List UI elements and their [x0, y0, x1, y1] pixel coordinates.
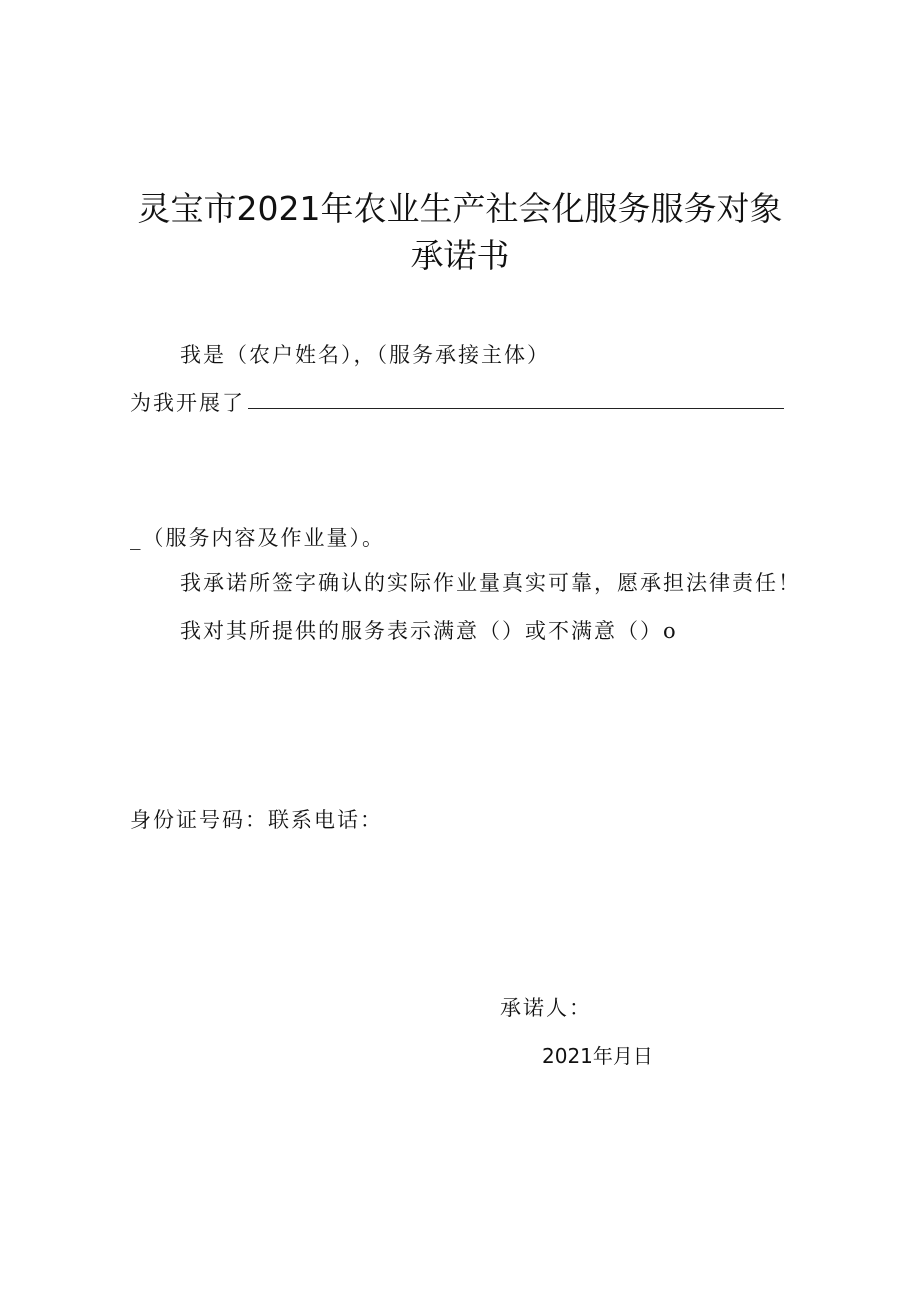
date-line: 2021年月日 — [542, 1044, 653, 1068]
commitment-text: 我承诺所签字确认的实际作业量真实可靠，愿承担法律责任！ — [180, 571, 801, 595]
document-title-line-1: 灵宝市2021年农业生产社会化服务服务对象 — [137, 189, 783, 228]
service-content-label: _（服务内容及作业量）。 — [130, 526, 385, 550]
statement-intro: 我是（农户姓名），（服务承接主体） — [180, 343, 550, 367]
signer-label: 承诺人： — [500, 996, 592, 1020]
document-title-line-2: 承诺书 — [410, 236, 510, 275]
id-and-phone-label: 身份证号码：联系电话： — [130, 808, 383, 832]
service-prefix: 为我开展了 — [130, 391, 245, 415]
satisfaction-text: 我对其所提供的服务表示满意（）或不满意（）o — [180, 619, 678, 643]
service-blank-line — [248, 408, 784, 409]
